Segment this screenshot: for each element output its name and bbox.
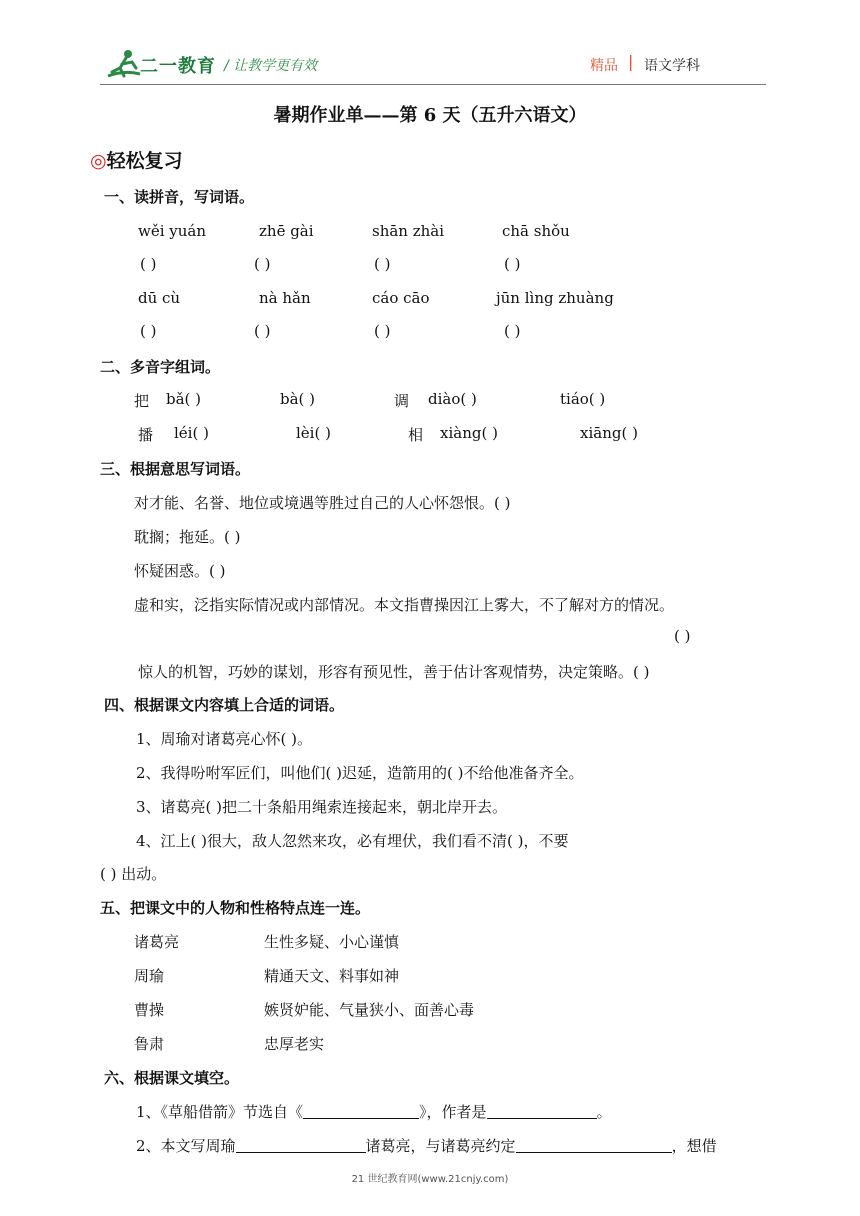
definition-item: 对才能、名誉、地位或境遇等胜过自己的人心怀怨恨。( ) <box>134 494 511 512</box>
pinyin-item: jūn lìng zhuàng <box>496 289 614 307</box>
pinyin-item: zhē gài <box>259 222 314 240</box>
answer-blank[interactable]: ( ) <box>140 255 157 273</box>
pinyin-item: cáo cāo <box>372 289 430 307</box>
answer-line[interactable] <box>516 1136 672 1153</box>
fill-item: 3、诸葛亮( )把二十条船用绳索连接起来，朝北岸开去。 <box>136 798 508 816</box>
character-name: 曹操 <box>134 1001 165 1019</box>
answer-blank[interactable]: tiáo( ) <box>560 390 606 408</box>
answer-blank[interactable]: ( ) <box>374 322 391 340</box>
pinyin-item: chā shǒu <box>502 222 570 240</box>
fill-item <box>136 1135 717 1156</box>
fill-item: 1、周瑜对诸葛亮心怀( )。 <box>136 730 313 748</box>
definition-item: 虚和实，泛指实际情况或内部情况。本文指曹操因江上雾大，不了解对方的情况。 <box>134 596 675 614</box>
fill-text: ，想借 <box>671 1137 717 1155</box>
q4-heading: 四、根据课文内容填上合适的词语。 <box>104 696 345 714</box>
answer-blank[interactable]: léi( ) <box>174 424 209 442</box>
polyphone-char: 把 <box>134 392 150 410</box>
answer-blank[interactable]: ( ) <box>674 627 691 645</box>
q5-heading: 五、把课文中的人物和性格特点连一连。 <box>100 899 371 917</box>
page-footer: 21 世纪教育网(www.21cnjy.com) <box>351 1174 509 1185</box>
character-name: 周瑜 <box>134 967 165 985</box>
fill-text: 》，作者是 <box>419 1103 487 1121</box>
answer-blank[interactable]: xiāng( ) <box>580 424 638 442</box>
answer-blank[interactable]: lèi( ) <box>296 424 331 442</box>
answer-blank[interactable]: xiàng( ) <box>440 424 498 442</box>
answer-blank[interactable]: ( ) <box>504 255 521 273</box>
answer-line[interactable] <box>487 1102 597 1119</box>
polyphone-char: 调 <box>394 392 410 410</box>
answer-blank[interactable]: bà( ) <box>280 390 316 408</box>
fill-text: 2、本文写周瑜 <box>136 1137 236 1155</box>
trait-item: 精通天文、料事如神 <box>264 967 400 985</box>
pinyin-item: shān zhài <box>372 222 445 240</box>
pinyin-item: dū cù <box>138 289 181 307</box>
answer-blank[interactable]: ( ) <box>374 255 391 273</box>
polyphone-char: 播 <box>138 426 154 444</box>
q6-heading: 六、根据课文填空。 <box>104 1069 240 1087</box>
subject-label: 语文学科 <box>644 58 700 74</box>
trait-item: 忠厚老实 <box>264 1035 325 1053</box>
section-heading <box>90 146 183 173</box>
fill-item: ( ) 出动。 <box>100 865 167 883</box>
fill-text: 。 <box>596 1103 612 1121</box>
section-title: 轻松复习 <box>106 150 183 172</box>
premium-label: 精品 <box>590 58 618 74</box>
polyphone-char: 相 <box>408 426 424 444</box>
definition-item: 怀疑困惑。( ) <box>134 562 226 580</box>
character-name: 诸葛亮 <box>134 933 180 951</box>
q1-heading: 一、读拼音，写词语。 <box>104 188 255 206</box>
fill-item: 4、江上( )很大，敌人忽然来攻，必有埋伏，我们看不清( )，不要 <box>136 832 569 850</box>
section-mark: ◎ <box>90 150 107 172</box>
trait-item: 生性多疑、小心谨慎 <box>264 933 400 951</box>
brand-slogan: / 让教学更有效 <box>224 58 318 74</box>
header-separator: | <box>628 52 634 71</box>
answer-blank[interactable]: bǎ( ) <box>166 390 202 408</box>
answer-blank[interactable]: ( ) <box>504 322 521 340</box>
trait-item: 嫉贤妒能、气量狭小、面善心毒 <box>264 1001 475 1019</box>
definition-item: 耽搁；拖延。( ) <box>134 528 241 546</box>
answer-line[interactable] <box>236 1136 366 1153</box>
brand-name: 二一教育 <box>140 56 216 77</box>
fill-text: 1、《草船借箭》节选自《 <box>136 1103 304 1121</box>
pinyin-item: nà hǎn <box>259 289 311 307</box>
answer-blank[interactable]: ( ) <box>140 322 157 340</box>
answer-blank[interactable]: diào( ) <box>428 390 477 408</box>
q2-heading: 二、多音字组词。 <box>100 358 221 376</box>
q3-heading: 三、根据意思写词语。 <box>100 460 251 478</box>
page-title: 暑期作业单——第 6 天（五升六语文） <box>273 105 587 126</box>
answer-blank[interactable]: ( ) <box>254 255 271 273</box>
fill-item <box>136 1101 612 1122</box>
pinyin-item: wěi yuán <box>138 222 207 240</box>
fill-item: 2、我得吩咐军匠们，叫他们( )迟延，造箭用的( )不给他准备齐全。 <box>136 764 584 782</box>
definition-item: 惊人的机智，巧妙的谋划，形容有预见性，善于估计客观情势，决定策略。( ) <box>138 663 650 681</box>
fill-text: 诸葛亮，与诸葛亮约定 <box>365 1137 516 1155</box>
answer-line[interactable] <box>303 1102 419 1119</box>
answer-blank[interactable]: ( ) <box>254 322 271 340</box>
header-divider <box>100 84 766 85</box>
character-name: 鲁肃 <box>134 1035 165 1053</box>
